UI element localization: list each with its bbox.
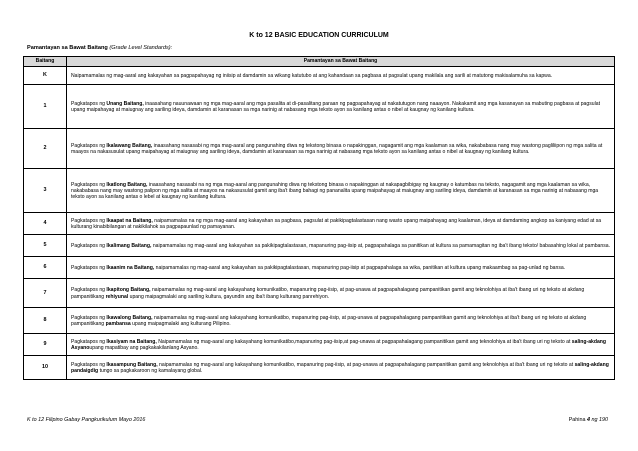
standard-lead: Pagkatapos ng — [71, 314, 107, 321]
standard-cell — [67, 356, 615, 380]
table-row — [24, 67, 615, 85]
standard-grade-name: Ikalimang Baitang, — [106, 242, 152, 249]
standard-cell — [67, 235, 615, 257]
grade-cell: 2 — [24, 129, 67, 169]
standard-cell — [67, 129, 615, 169]
table-row — [24, 85, 615, 129]
subtitle-main: Pamantayan sa Bawat Baitang — [27, 45, 108, 51]
standard-cell — [67, 257, 615, 279]
standard-lead: Pagkatapos ng — [71, 287, 107, 294]
standard-grade-name: Ikatlong Baitang, — [106, 181, 148, 188]
page-number: 4 — [587, 417, 590, 423]
header-standard: Pamantayan sa Bawat Baitang — [67, 57, 615, 67]
standard-text: Naipamamalas ng mag-aaral ang kakayahan sa pagpapahayag ng iniisip at damdamin sa wikang katutubo at ang kahandaan sa pagbasa at pagsulat upang makilala ang sarili at matutong makisalamuha sa kapwa. — [71, 72, 553, 79]
grade-cell: 9 — [24, 334, 67, 356]
subtitle-note: (Grade Level Standards): — [109, 45, 173, 51]
standard-tail: upang maipagmalaki ang kulturang Pilipino. — [130, 321, 231, 327]
standard-grade-name: Ikasampung Baitang, — [106, 361, 158, 368]
standard-tail: tungo sa pagkakaroon ng kamalayang global. — [98, 368, 203, 374]
standard-cell — [67, 334, 615, 356]
table-row — [24, 169, 615, 213]
standard-text: naipamamalas ng mag-aaral ang kakayahang komunikatibo, mapanuring pag-iisip, at pag-unawa at pagpapahalagang pampanitikan gamit ang teknolohiya at iba't ibang uri ng teksto at akdang pampanitikang — [71, 314, 587, 327]
standard-emphasis: pambansa — [105, 321, 131, 327]
grade-cell: 7 — [24, 279, 67, 308]
standard-lead: Pagkatapos ng — [71, 361, 107, 368]
standards-table — [23, 56, 615, 380]
standard-text: naipamamalas na ng mga mag-aaral ang kakayahan sa pagbasa, pagsulat at pakikipagtalastasan nang wasto upang maipahayag ang kaalaman, ideya at damdaming angkop sa kaniyang edad at sa kulturang kinabibilangan at nakikilahok sa pagpapaunlad ng pamayanan. — [71, 217, 602, 230]
table-row — [24, 279, 615, 308]
standard-emphasis: saling-akdang Asyano — [71, 338, 607, 351]
grade-cell: 5 — [24, 235, 67, 257]
grade-cell: 6 — [24, 257, 67, 279]
standard-text: naipamamalas ng mag-aaral ang kakayahang komunikatibo, mapanuring pag-iisip, at pag-unawa at pagpapahalagang pampanitikan gamit ang teknolohiya at iba't ibang uri ng teksto at akdang pampanitikang — [71, 287, 585, 300]
grade-cell: K — [24, 67, 67, 85]
standard-text: inaasahang nasasabi na ng mga mag-aaral ang pangunahing diwa ng tekstong binasa o napakinggan at nakapagbibigay ng kaugnay o katumbas na teksto, nagagamit ang mga kaalaman sa wika, nakababasa nang may wastong palipon ng mga salita at maayos na nakasusulat gamit ang iba't ibang bahagi ng pananalita upang maipahayag at maiugnay ang sariling ideya, damdamin at karanasan sa mga narinig at nabasang mga teksto ayon sa kanilang antas o lebel at kaugnay ng kanilang kultura. — [71, 181, 599, 201]
standard-text: naipamamalas ng mag-aaral ang kakayahan sa pakikipagtalastasan, mapanuring pag-iisip at, pagpapahalaga sa panitikan at kultura sa pamamagitan ng iba't ibang teksto/ babasahing lokal at pambansa. — [151, 242, 610, 249]
standard-grade-name: Unang Baitang, — [106, 100, 144, 107]
page-of-label: ng — [590, 417, 599, 423]
standard-grade-name: Ikawalong Baitang, — [106, 314, 153, 321]
standard-tail: upang maipagmalaki ang sariling kultura, gayundin ang iba't ibang kulturang panrehiyon. — [128, 293, 330, 300]
page-label: Pahina — [568, 417, 587, 423]
standard-lead: Pagkatapos ng — [71, 242, 107, 249]
header-grade: Baitang — [24, 57, 67, 67]
standard-cell — [67, 279, 615, 308]
grade-cell: 3 — [24, 169, 67, 213]
standard-lead: Pagkatapos ng — [71, 217, 107, 224]
standard-text: inaasahang nasasabi ng mga mag-aaral ang pangunahing diwa ng tekstong binasa o napakinggan, nagagamit ang mga kaalaman sa wika, nakababasa nang may wastong pagliliipon ng mga salita at maayos na nakasusulat upang maipahayag at maiugnay ang sariling ideya, damdamin at karanasan sa mga narinig at nabasang mga teksto ayon sa kanilang antas o nibel at kaugnay ng kanilang kultura. — [71, 142, 603, 155]
standard-text: inaasahang nauunawaan ng mga mag-aaral ang mga pasalita at di-pasalitang paraan ng pagpapahayag at nakatutugon nang naaayon. Nakakamit ang mga kasanayan sa mabuting pagbasa at pagsulat upang maipahayag at maiugnay ang sariling ideya, damdamin at karanasan sa mga narinig at nabasang mga teksto ayon sa kanilang antas o nibel at kaugnay ng kanilang kultura. — [71, 100, 600, 113]
section-subtitle — [27, 45, 172, 51]
standard-emphasis: saling-akdang pandaigdig — [71, 361, 609, 374]
table-row — [24, 235, 615, 257]
table-row — [24, 129, 615, 169]
standard-grade-name: Ikalawang Baitang, — [106, 142, 153, 149]
footer-document-name: K to 12 Filipino Gabay Pangkurikulum Mayo 2016 — [27, 417, 146, 423]
table-row — [24, 257, 615, 279]
page-title: K to 12 BASIC EDUCATION CURRICULUM — [249, 32, 389, 39]
table-row — [24, 334, 615, 356]
footer-page-indicator — [569, 417, 608, 423]
grade-cell: 10 — [24, 356, 67, 380]
standard-lead: Pagkatapos ng — [71, 100, 107, 107]
standard-cell — [67, 67, 615, 85]
total-pages: 190 — [599, 417, 608, 423]
standard-cell — [67, 308, 615, 334]
table-row — [24, 356, 615, 380]
standard-text: Naipamamalas ng mag-aaral ang kakayahang komunikatibo,mapanuring pag-iisip,at pag-unawa at pagpapahalagang pampanitikan gamit ang teknolohiya at iba't ibang uri ng teksto at — [156, 338, 572, 345]
standard-lead: Pagkatapos ng — [71, 338, 107, 345]
standard-lead: Pagkatapos ng — [71, 142, 107, 149]
standard-emphasis: rehiyunal — [105, 293, 129, 300]
standard-text: naipamamalas ng mag-aaral ang kakayahang komunikatibo, mapanuring pag-iisip, at pag-unawa at pagpapahalagang pampanitikan gamit ang teknolohiya at iba't ibang uri ng teksto at — [157, 361, 575, 368]
standard-cell — [67, 213, 615, 235]
standard-grade-name: Ikapitong Baitang, — [106, 287, 151, 294]
grade-cell: 4 — [24, 213, 67, 235]
table-row — [24, 308, 615, 334]
table-header-row — [24, 57, 615, 67]
standard-lead: Pagkatapos ng — [71, 264, 107, 271]
standard-tail: upang mapatibay ang pagkakakilanlang Asyano. — [89, 345, 199, 351]
standard-grade-name: Ikaapat na Baitang, — [106, 217, 153, 224]
standard-lead: Pagkatapos ng — [71, 181, 107, 188]
grade-cell: 8 — [24, 308, 67, 334]
standard-cell — [67, 85, 615, 129]
grade-cell: 1 — [24, 85, 67, 129]
standard-grade-name: Ikaanim na Baitang, — [106, 264, 155, 271]
standard-text: naipamamalas ng mag-aaral ang kakayahan sa pakikipagtalastasan, mapanuring pag-iisip at pagpapahalaga sa wika, panitikan at kultura upang makaambag sa pag-unlad ng bansa. — [154, 264, 566, 271]
table-row — [24, 213, 615, 235]
standard-cell — [67, 169, 615, 213]
standard-grade-name: Ikasiyam na Baitang, — [106, 338, 157, 345]
